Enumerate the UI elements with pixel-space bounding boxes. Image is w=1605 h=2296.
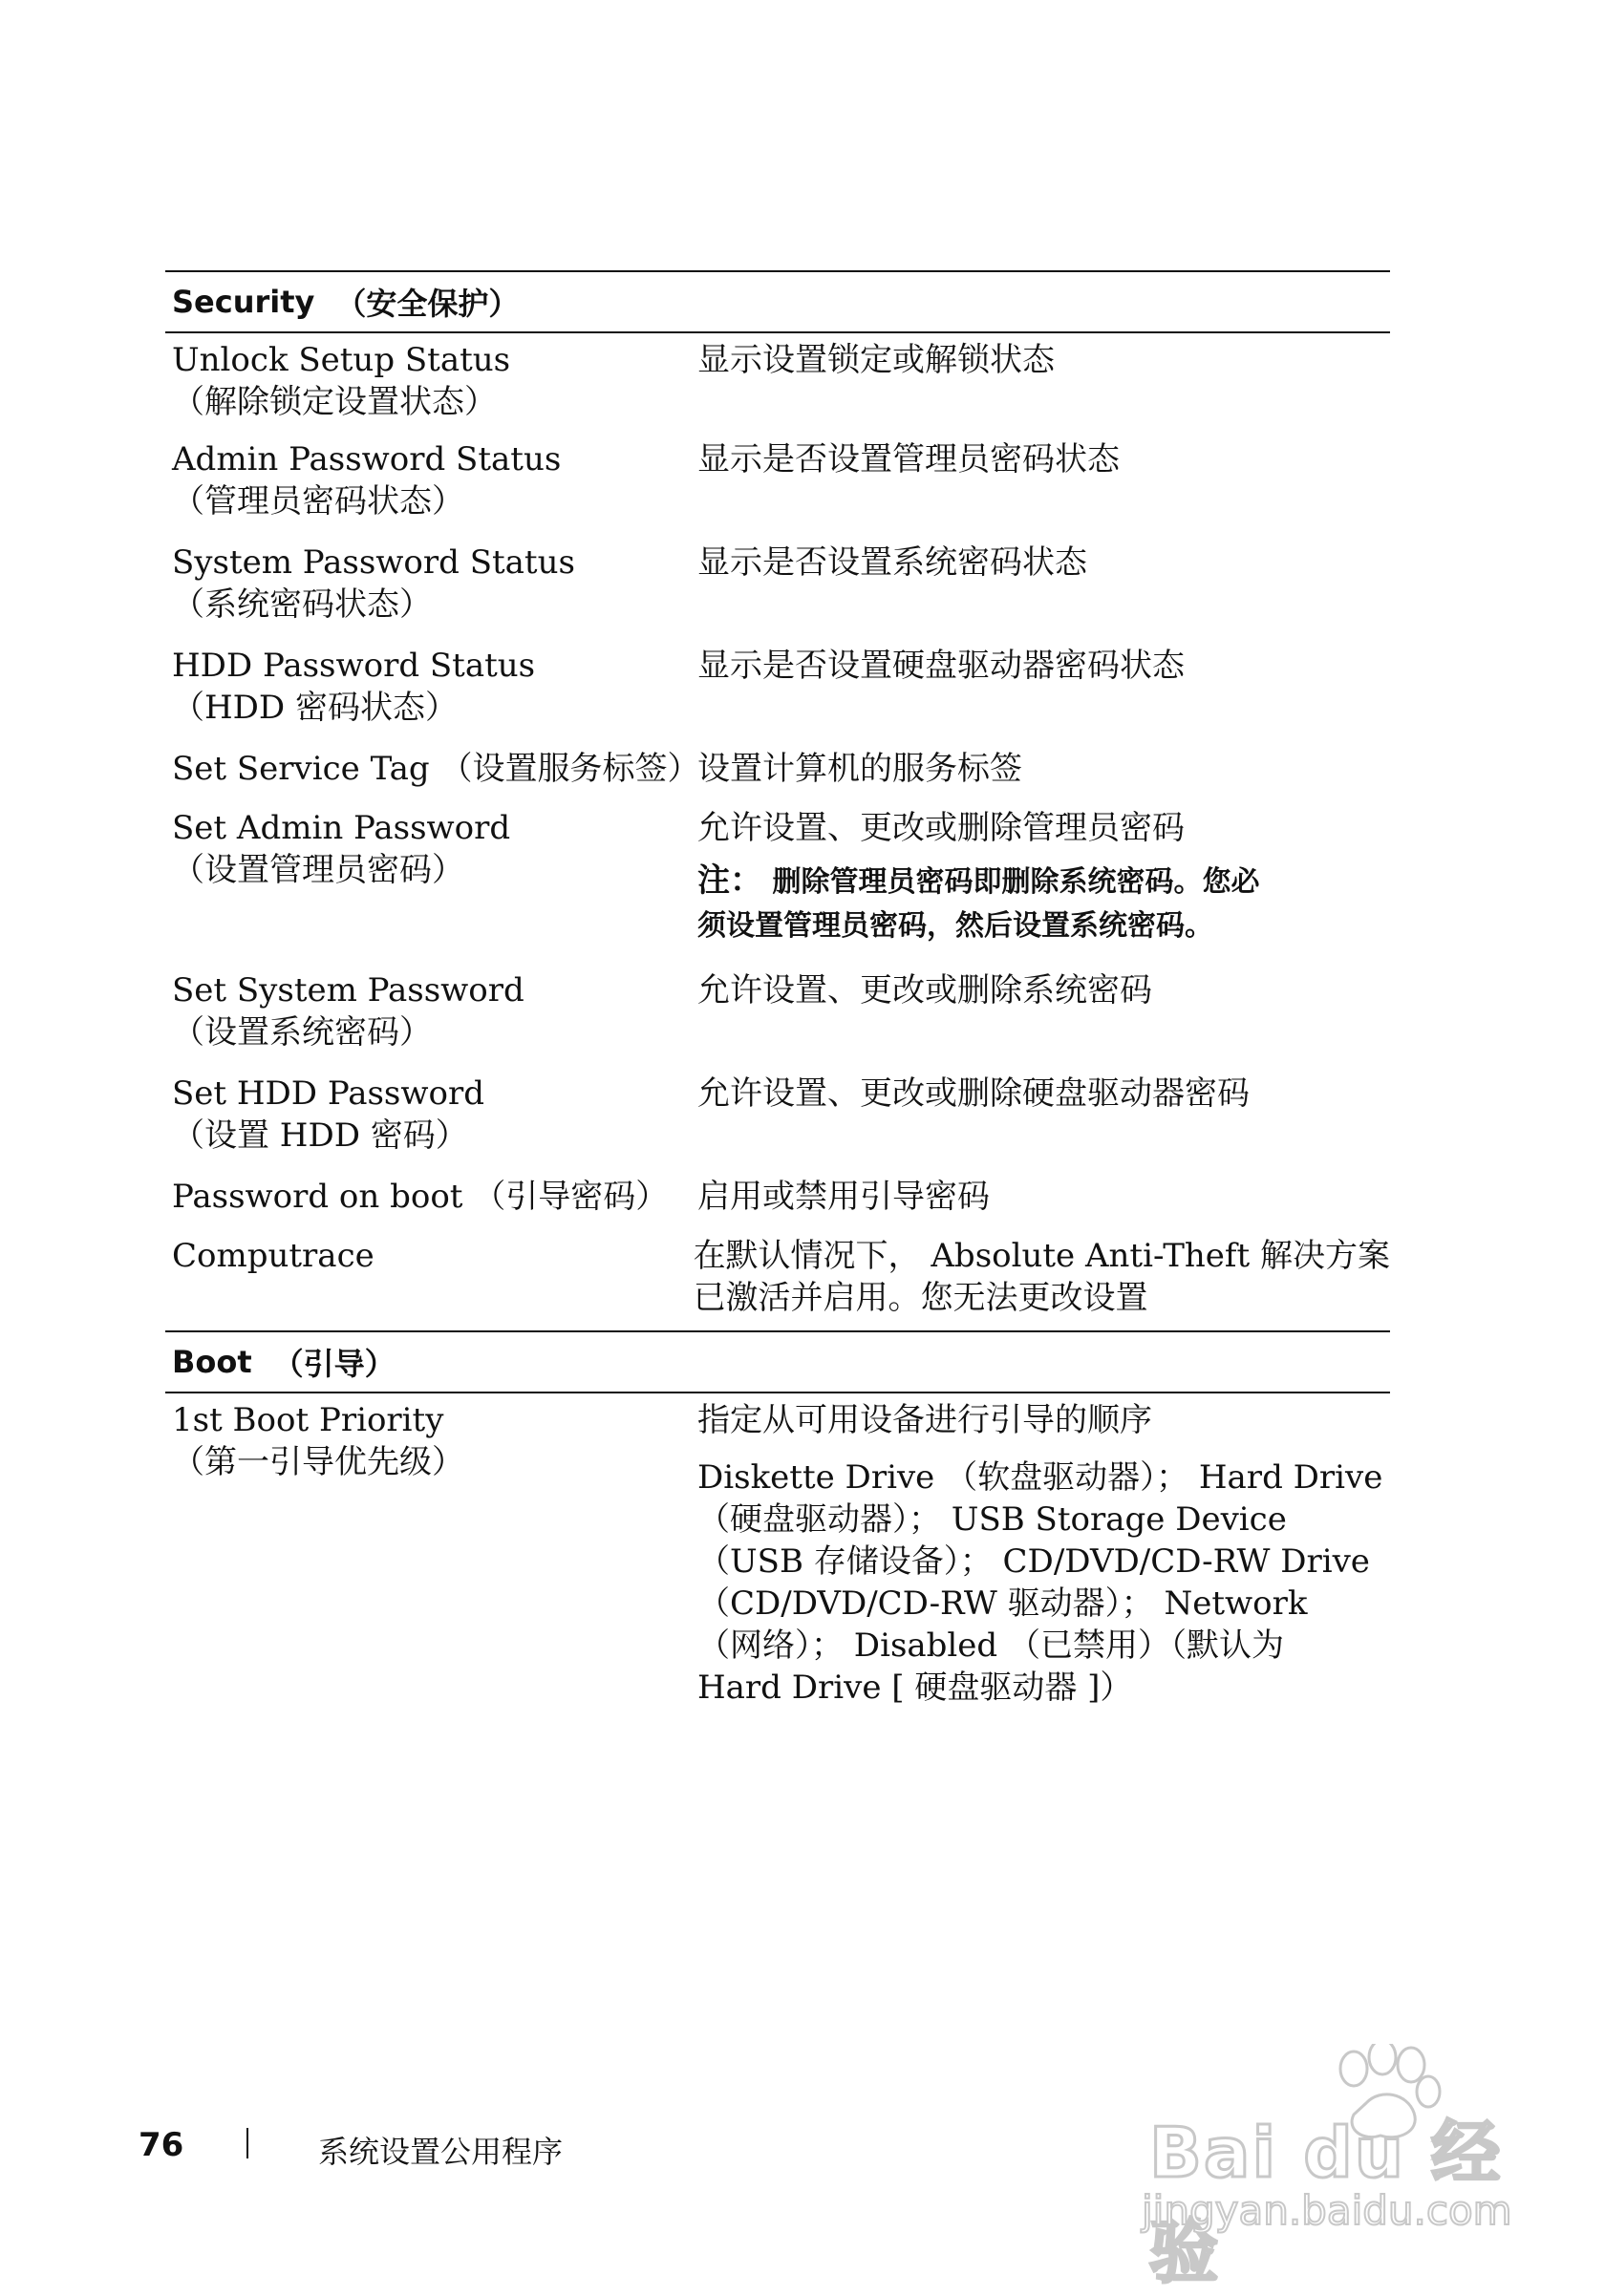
desc-line: （硬盘驱动器）； USB Storage Device (697, 1500, 1287, 1539)
table-row (165, 542, 1390, 645)
label-line: （管理员密码状态） (172, 482, 464, 521)
setting-desc (697, 1073, 1390, 1176)
label-line: Set System Password (172, 971, 524, 1010)
setting-label (165, 748, 700, 807)
setting-desc (697, 969, 1390, 1073)
desc-line: 允许设置、更改或删除硬盘驱动器密码 (697, 1074, 1250, 1113)
desc-line: 在默认情况下， Absolute Anti-Theft 解决方案 (693, 1237, 1390, 1275)
label-line: Set Admin Password (172, 809, 511, 847)
label-line: （第一引导优先级） (172, 1443, 464, 1481)
watermark-url: jingyan.baidu.com (1142, 2187, 1512, 2234)
label-line: Set Service Tag （设置服务标签） (172, 750, 700, 788)
desc-line: Diskette Drive （软盘驱动器）； Hard Drive (697, 1458, 1383, 1497)
desc-line: 启用或禁用引导密码 (697, 1178, 990, 1216)
setting-label (165, 438, 697, 542)
settings-table (165, 270, 1390, 1709)
watermark-brand: Bai du 经验 (1149, 2113, 1503, 2292)
table-row (165, 969, 1390, 1073)
setting-desc (697, 1399, 1390, 1709)
label-line: （系统密码状态） (172, 585, 432, 624)
label-line: （设置管理员密码） (172, 851, 464, 889)
setting-desc (697, 748, 1390, 807)
desc-line: 显示设置锁定或解锁状态 (697, 341, 1055, 379)
setting-label (165, 542, 697, 645)
setting-label (165, 1073, 697, 1176)
desc-line: Hard Drive [ 硬盘驱动器 ]） (697, 1669, 1133, 1707)
desc-line: 指定从可用设备进行引导的顺序 (697, 1401, 1152, 1439)
note-label: 注： (697, 861, 762, 900)
setting-label (165, 339, 697, 438)
label-line: Admin Password Status (172, 440, 562, 478)
label-line: （设置系统密码） (172, 1013, 432, 1052)
setting-label (165, 1235, 694, 1330)
desc-line: 显示是否设置管理员密码状态 (697, 440, 1120, 478)
label-line: System Password Status (172, 543, 575, 582)
security-title: Security (172, 284, 315, 320)
note-line: 须设置管理员密码，然后设置系统密码。 (697, 909, 1213, 943)
label-line: 1st Boot Priority (172, 1401, 444, 1439)
label-line: Unlock Setup Status (172, 341, 511, 379)
desc-line: 设置计算机的服务标签 (697, 750, 1022, 788)
table-row (165, 333, 1390, 438)
footer-divider (246, 2128, 248, 2158)
footer-title: 系统设置公用程序 (318, 2134, 564, 2170)
label-line: HDD Password Status (172, 647, 536, 685)
table-row (165, 807, 1390, 969)
table-row (165, 438, 1390, 542)
desc-line: （CD/DVD/CD-RW 驱动器）； Network (697, 1584, 1308, 1623)
desc-line: 允许设置、更改或删除管理员密码 (697, 809, 1185, 847)
table-row (165, 1176, 1390, 1235)
setting-label (165, 645, 697, 748)
boot-section (165, 1330, 1390, 1709)
setting-label (165, 969, 697, 1073)
label-line: Computrace (172, 1237, 374, 1275)
setting-desc (697, 339, 1390, 438)
label-line: （HDD 密码状态） (172, 689, 458, 727)
boot-title-paren: （引导） (272, 1346, 396, 1382)
boot-header (165, 1330, 1390, 1393)
label-line: （解除锁定设置状态） (172, 383, 497, 421)
desc-line: 显示是否设置硬盘驱动器密码状态 (697, 647, 1185, 685)
page-number: 76 (139, 2126, 184, 2164)
table-row (165, 645, 1390, 748)
setting-desc (697, 645, 1390, 748)
security-title-paren: （安全保护） (335, 286, 520, 322)
note-line: 删除管理员密码即删除系统密码。您必 (772, 865, 1260, 899)
note-block (697, 859, 1390, 948)
security-header (165, 270, 1390, 333)
desc-line: 已激活并启用。您无法更改设置 (693, 1279, 1148, 1317)
setting-desc (697, 438, 1390, 542)
label-line: （设置 HDD 密码） (172, 1116, 468, 1155)
setting-label (165, 807, 697, 969)
desc-line: （USB 存储设备）； CD/DVD/CD-RW Drive (697, 1542, 1370, 1581)
boot-title: Boot (172, 1344, 252, 1380)
table-row (165, 748, 1390, 807)
table-row (165, 1235, 1390, 1330)
label-line: Set HDD Password (172, 1074, 484, 1113)
setting-label (165, 1399, 697, 1709)
desc-line: （网络）； Disabled （已禁用）（默认为 (697, 1626, 1284, 1665)
security-section (165, 270, 1390, 1330)
setting-desc (694, 1235, 1390, 1330)
setting-desc (697, 807, 1390, 969)
desc-line: 允许设置、更改或删除系统密码 (697, 971, 1152, 1010)
desc-line: 显示是否设置系统密码状态 (697, 543, 1087, 582)
boot-options (697, 1456, 1390, 1709)
table-row (165, 1073, 1390, 1176)
table-row (165, 1393, 1390, 1709)
setting-desc (697, 542, 1390, 645)
setting-label (165, 1176, 697, 1235)
setting-desc (697, 1176, 1390, 1235)
label-line: Password on boot （引导密码） (172, 1178, 669, 1216)
